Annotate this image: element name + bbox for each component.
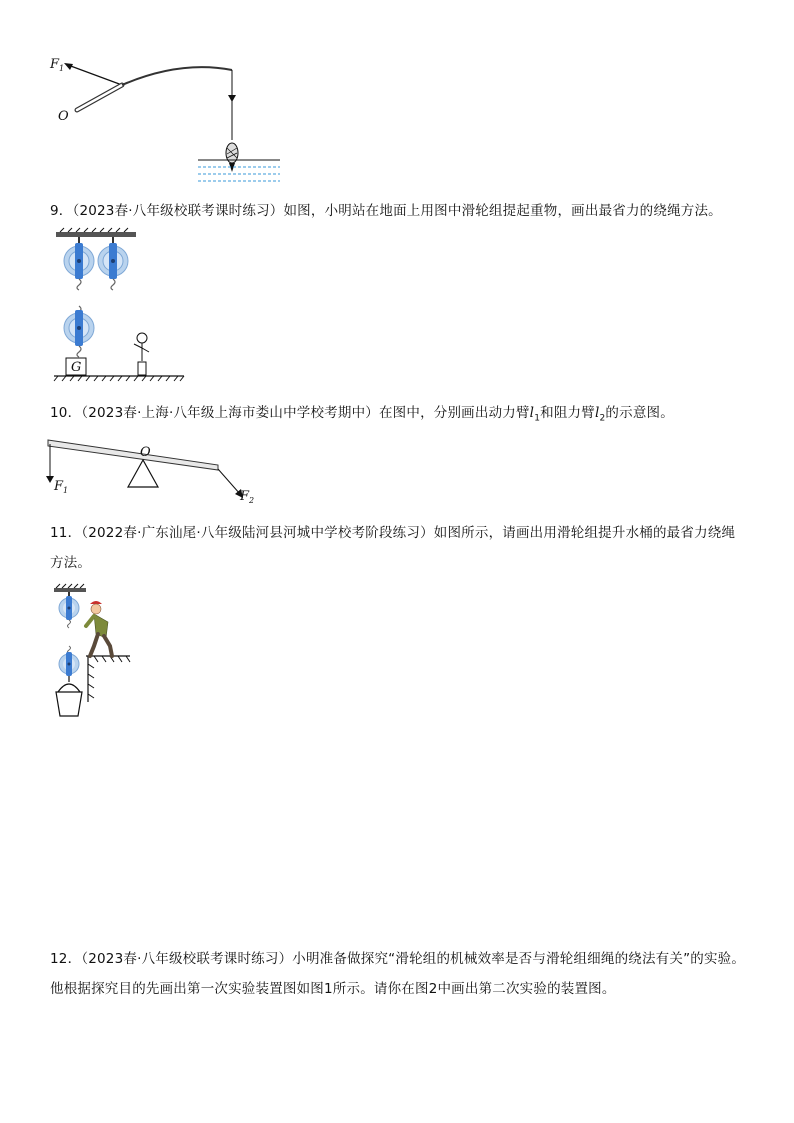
movable-pulley bbox=[59, 646, 79, 676]
pivot-label-o: O bbox=[140, 445, 151, 460]
force-label-f1: $F_1$ bbox=[50, 57, 65, 73]
weight-label: G bbox=[71, 360, 82, 375]
movable-pulley bbox=[64, 306, 94, 357]
question-10-text: 10．（2023春·上海·八年级上海市娄山中学校考期中）在图中，分别画出动力臂$l_1$和阻力臂$l_2$的示意图。 bbox=[50, 405, 674, 424]
fishing-rod-figure bbox=[40, 50, 340, 180]
lever-figure-q10 bbox=[40, 432, 270, 512]
bucket-icon bbox=[56, 676, 82, 716]
question-11-line-1: 11．（2022春·广东汕尾·八年级陆河县河城中学校考阶段练习）如图所示，请画出用滑轮组提升水桶的最省力绕绳 bbox=[50, 525, 736, 541]
fixed-pulley-left bbox=[64, 237, 94, 290]
pivot-label-o: O bbox=[58, 109, 69, 124]
question-11 bbox=[50, 518, 750, 578]
worker-figure bbox=[86, 601, 112, 656]
fulcrum-triangle bbox=[128, 460, 158, 487]
pulley-system-figure-q9 bbox=[50, 228, 200, 388]
fixed-pulley-right bbox=[98, 237, 128, 290]
force-label-f1: $F_1$ bbox=[54, 479, 69, 495]
force-label-f2: $F_2$ bbox=[240, 489, 255, 505]
person-figure bbox=[134, 333, 149, 375]
question-10 bbox=[50, 398, 750, 434]
question-12-line-2: 他根据探究目的先画出第一次实验装置图如图1所示。请你在图2中画出第二次实验的装置图。 bbox=[50, 981, 616, 997]
question-9 bbox=[50, 196, 750, 226]
fixed-pulley bbox=[59, 592, 79, 628]
question-12 bbox=[50, 944, 750, 1004]
question-12-line-1: 12．（2023春·八年级校联考课时练习）小明准备做探究“滑轮组的机械效率是否与滑轮组细绳的绕法有关”的实验。 bbox=[50, 951, 746, 967]
question-9-text: 9．（2023春·八年级校联考课时练习）如图，小明站在地面上用图中滑轮组提起重物，画出最省力的绕绳方法。 bbox=[50, 203, 722, 219]
pulley-bucket-figure-q11 bbox=[50, 584, 180, 724]
fish-icon bbox=[226, 143, 238, 172]
question-11-line-2: 方法。 bbox=[50, 555, 92, 571]
